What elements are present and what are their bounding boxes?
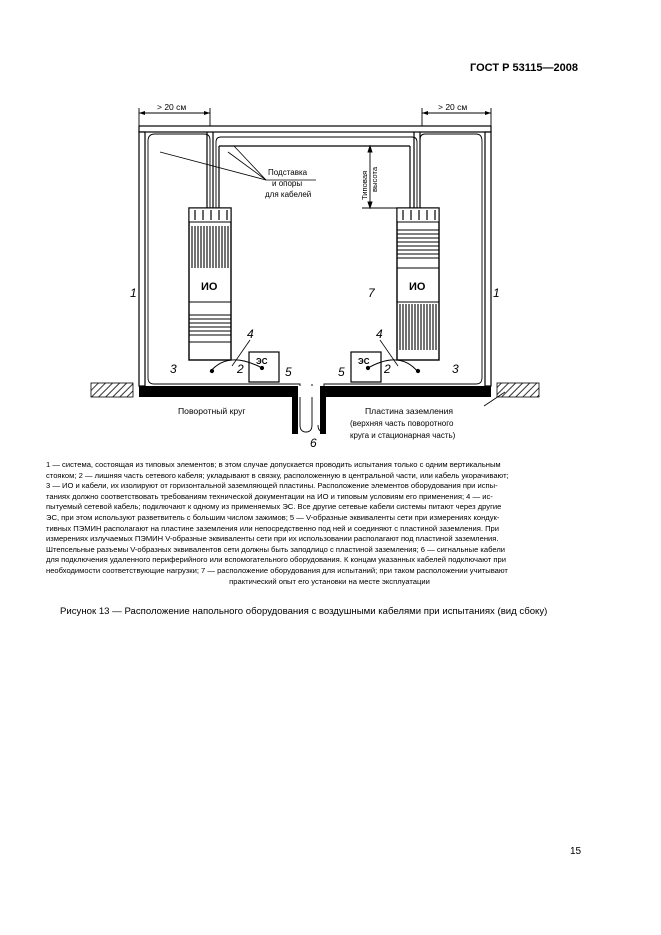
ground-label-2: (верхняя часть поворотного <box>350 419 454 428</box>
legend-line: измерениях излучаемых ПЭМИН V-образные эквиваленты сети при их использовании располагают под пластиной заземления. <box>46 534 499 544</box>
callout-4-right: 4 <box>376 327 383 341</box>
legend-line: для подключения удаленного периферийного или вспомогательного оборудования. К концам указанных кабелей подключают при <box>46 555 506 565</box>
figure-caption: Рисунок 13 — Расположение напольного оборудования с воздушными кабелями при испытаниях (вид сбоку) <box>60 606 548 617</box>
legend-line: пытуемый сетевой кабель; подключают к одному из применяемых ЭС. Все другие сетевые кабели системы питают через другие <box>46 502 502 512</box>
floor-hatch-left <box>91 383 133 397</box>
callout-2-right: 2 <box>384 362 391 376</box>
dim-left-label: > 20 см <box>157 102 187 112</box>
eut-right-label: ИО <box>409 281 426 293</box>
legend-line: 3 — ИО и кабели, их изолируют от горизонтальной заземляющей пластины. Расположение элементов оборудования при испы- <box>46 481 498 491</box>
height-label-2: высота <box>370 166 379 192</box>
callout-3-right: 3 <box>452 362 459 376</box>
callout-1-right: 1 <box>493 286 500 300</box>
stand-label-3: для кабелей <box>265 190 312 199</box>
eut-left-label: ИО <box>201 281 218 293</box>
legend-line: тивных ПЭМИН располагают на пластине заземления или непосредственно под ней и соединяют с пластиной заземления. При <box>46 523 500 533</box>
callout-5-left: 5 <box>285 365 292 379</box>
stand-label-1: Подставка <box>268 168 308 177</box>
legend-line: практический опыт его установки на месте эксплуатации <box>229 576 430 586</box>
document-header: ГОСТ Р 53115—2008 <box>470 62 578 74</box>
aux-right-label: ЭС <box>358 357 370 366</box>
aux-left-label: ЭС <box>256 357 268 366</box>
legend-line: стояком; 2 — лишняя часть сетевого кабеля; укладывают в связку, расположенную в центральной части, или кабель укорачивают; <box>46 470 509 480</box>
callout-5-right: 5 <box>338 365 345 379</box>
ground-label-3: круга и стационарная часть) <box>350 431 456 440</box>
callout-4-left: 4 <box>247 327 254 341</box>
callout-6: 6 <box>310 436 317 450</box>
height-label-1: Типовая <box>360 170 369 200</box>
dim-right-label: > 20 см <box>438 102 468 112</box>
figure-diagram <box>0 0 661 460</box>
floor-hatch-right <box>497 383 539 397</box>
ground-label-1: Пластина заземления <box>365 406 454 416</box>
callout-7: 7 <box>368 286 375 300</box>
page-number: 15 <box>570 846 582 857</box>
legend-line: Штепсельные разъемы V-образных эквивалентов сети должны быть заподлицо с пластиной заземления; 6 — сигнальные кабели <box>46 544 506 554</box>
legend-line: таниях должно соответствовать требованиям технической документации на ИО и типовым условиям его применения; 4 — ис- <box>46 491 493 501</box>
callout-3-left: 3 <box>170 362 177 376</box>
figure-legend <box>46 460 613 587</box>
stand-label-2: и опоры <box>272 179 303 188</box>
callout-1-left: 1 <box>130 286 137 300</box>
legend-line: ЭС, при этом используют разветвитель с большим числом зажимов; 5 — V-образные эквиваленты сети при измерениях кондук- <box>46 512 500 522</box>
callout-2-left: 2 <box>237 362 244 376</box>
legend-line: 1 — система, состоящая из типовых элементов; в этом случае допускается проводить испытания только с одним вертикальным <box>46 460 501 469</box>
legend-line: необходимости соответствующие нагрузки; 7 — расположение оборудования для испытаний; при таком расположении учитывают <box>46 565 508 575</box>
turntable-label: Поворотный круг <box>178 406 246 416</box>
